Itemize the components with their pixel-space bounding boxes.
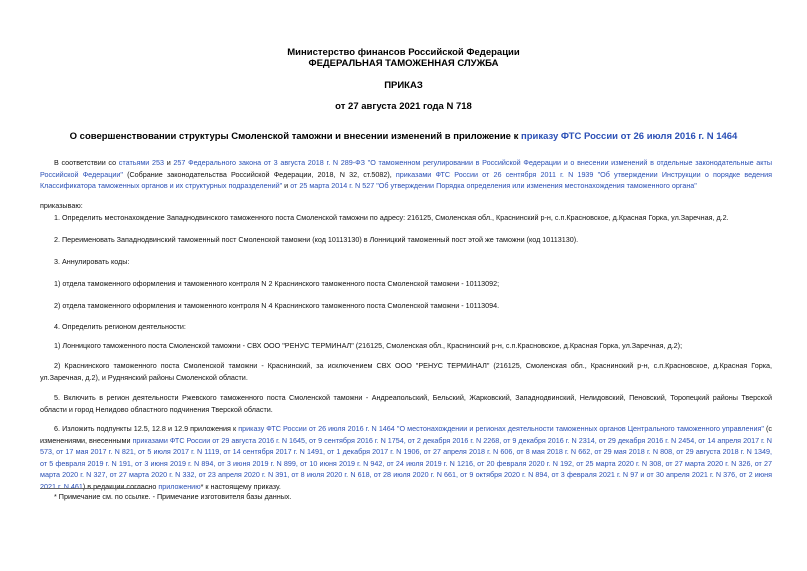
item-4-1: 1) Лонницкого таможенного поста Смоленской таможни - СВХ ООО "РЕНУС ТЕРМИНАЛ" (216125, Смоленская обл., Краснинский р-н, с.п.Красновское, д.Красная Горка, ул.Заречная, д.2); [54,341,683,350]
item-4: 4. Определить регионом деятельности: [54,322,186,331]
item-4-2: 2) Краснинского таможенного поста Смоленской таможни - Краснинский, за исключением СВХ ООО "РЕНУС ТЕРМИНАЛ" (216125, Смоленская обл., Краснинский р-н, с.п.Красновское, д.Красная Горка, ул.Заречная, д.2), и Руднянский районы Смоленской области. [40,361,772,382]
item-6 [40,423,772,493]
item-2: 2. Переименовать Западнодвинский таможенный пост Смоленской таможни (код 10113130) в Лонницкий таможенный пост этой же таможни (код 10113130). [54,235,579,244]
title-text: О совершенствовании структуры Смоленской таможни и внесении изменений в приложение к [69,131,521,142]
header-service: ФЕДЕРАЛЬНАЯ ТАМОЖЕННАЯ СЛУЖБА [308,58,499,69]
footnote-divider [40,488,150,489]
document-title [0,131,807,142]
preamble-text-2: и [164,158,174,167]
item-6-text-e: ) в редакции согласно [82,481,159,491]
item-1: 1. Определить местонахождение Западнодвинского таможенного поста Смоленской таможни по адресу: 216125, Смоленская обл., Краснинский р-н, с.п.Красновское, д.Красная Горка, ул.Заречная, д.2. [54,213,729,222]
title-link[interactable]: приказу ФТС России от 26 июля 2016 г. N 1464 [520,131,738,142]
item-5: 5. Включить в регион деятельности Ржевского таможенного поста Смоленской таможни - Андреапольский, Бельский, Жарковский, Западнодвинский, Нелидовский, Пеновский, Торопецкий районы Тверской области и город Нелидово областного подчинения Тверской области. [40,393,772,414]
preamble-text-3: (Собрание законодательства Российской Федерации, 2018, N 32, ст.5082), [122,169,396,179]
link-order-527[interactable]: от 25 марта 2014 г. N 527 "Об утверждении Порядка определения или изменения местонахождения таможенного органа" [290,181,697,191]
footnote: * Примечание см. по ссылке. - Примечание изготовителя базы данных. [54,492,292,501]
item-6-text-a: 6. Изложить подпункты 12.5, 12.8 и 12.9 приложения к [54,424,239,433]
preamble [40,157,772,192]
item-3-1: 1) отдела таможенного оформления и таможенного контроля N 2 Краснинского таможенного поста Смоленской таможни - 10113092; [54,279,500,288]
prikazyvayu: приказываю: [40,201,83,210]
header-doc-type: ПРИКАЗ [384,80,423,91]
link-article-253[interactable]: статьями 253 [118,158,165,167]
item-6-text-g: * к настоящему приказу. [200,481,281,491]
item-3: 3. Аннулировать коды: [54,257,130,266]
link-order-1939[interactable]: приказами ФТС России от 26 сентября 2011 г. N 1939 "Об утверждении Инструкции о порядке ведения Классификатора таможенных органов и их структурных подразделений" [40,169,772,191]
item-3-2: 2) отдела таможенного оформления и таможенного контроля N 4 Краснинского таможенного поста Смоленской таможни - 10113094. [54,301,500,310]
preamble-text-1: В соответствии со [54,158,119,167]
preamble-text-4: и [282,181,291,191]
link-amending-orders[interactable]: приказами ФТС России от 29 августа 2016 г. N 1645, от 9 сентября 2016 г. N 1754, от 2 декабря 2016 г. N 2268, от 9 декабря 2016 г. N 2314, от 29 декабря 2016 г. N 2454, от 14 апреля 2017 г. N 573, от 17 мая 2017 г. N 821, от 5 июля 2017 г. N 1119, от 14 сентября 2017 г. N 1491, от 1 декабря 2017 г. N 1906, от 27 апреля 2018 г. N 606, от 8 мая 2018 г. N 662, от 29 мая 2018 г. N 808, от 29 августа 2018 г. N 1349, от 5 февраля 2019 г. N 191, от 3 июня 2019 г. N 894, от 3 июня 2019 г. N 899, от 10 июня 2019 г. N 942, от 24 июля 2019 г. N 1216, от 20 февраля 2020 г. N 192, от 25 марта 2020 г. N 308, от 27 марта 2020 г. N 326, от 27 марта 2020 г. N 327, от 27 марта 2020 г. N 332, от 23 апреля 2020 г. N 391, от 8 июля 2020 г. N 618, от 28 июля 2020 г. N 661, от 9 октября 2020 г. N 894, от 3 февраля 2021 г. N 97 и от 30 апреля 2021 г. N 376, от 2 июня 2021 г. N 461 [40,435,773,491]
link-order-1464[interactable]: приказу ФТС России от 26 июля 2016 г. N 1464 "О местонахождении и регионах деятельности таможенных органов Центрального таможенного управления" [238,424,764,433]
link-appendix[interactable]: приложению [158,481,201,491]
header-ministry: Министерство финансов Российской Федерации [287,47,520,58]
link-article-257[interactable]: 257 Федерального закона от 3 августа 2018 г. N 289-ФЗ "О таможенном регулировании в Российской Федерации и о внесении изменений в отдельные законодательные акты Российской Федерации" [40,158,772,179]
item-6-text-c: (с изменениями, внесенными [40,424,772,445]
header-doc-date: от 27 августа 2021 года N 718 [335,101,472,112]
